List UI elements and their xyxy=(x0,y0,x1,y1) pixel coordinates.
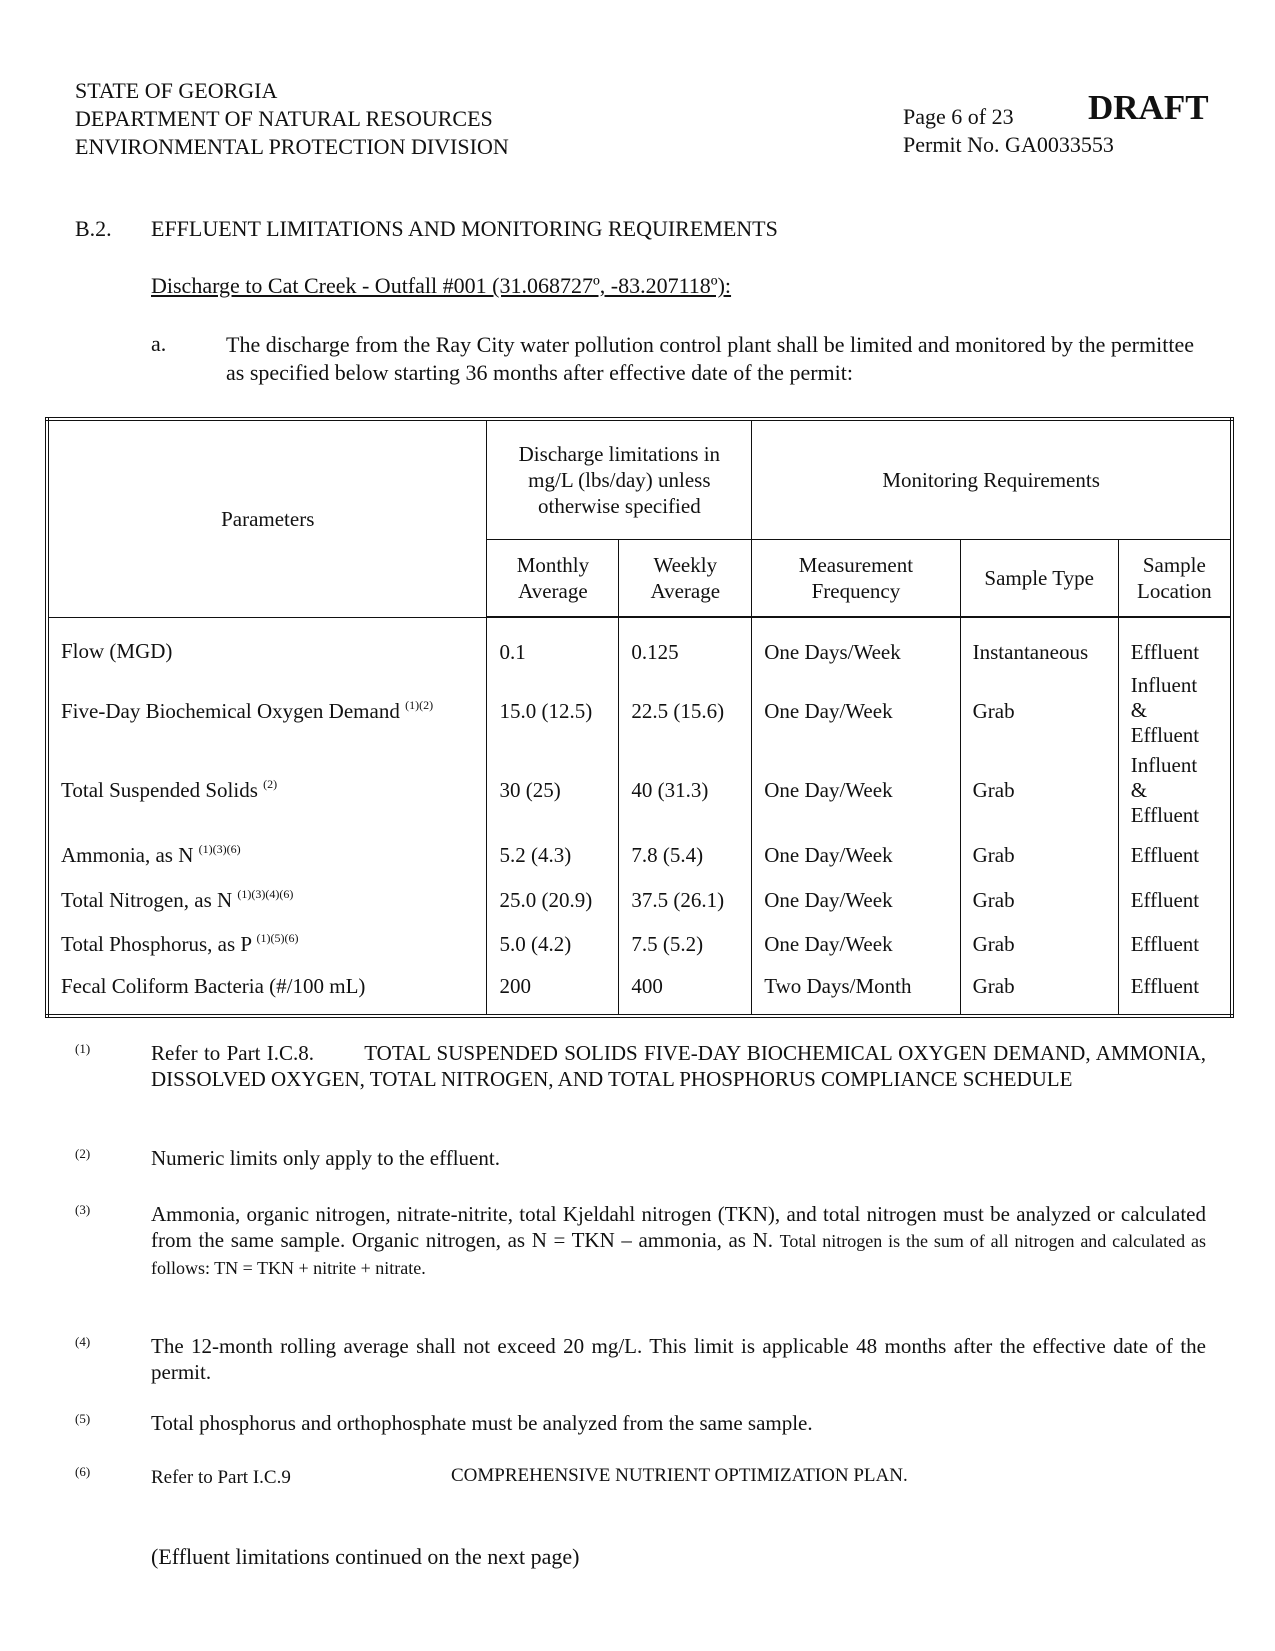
cell-measurement-frequency: One Day/Week xyxy=(752,878,960,922)
page-info xyxy=(903,103,1114,159)
agency-line-division: ENVIRONMENTAL PROTECTION DIVISION xyxy=(75,134,509,159)
footnote-text-main: Ammonia, organic nitrogen, nitrate-nitrite, total Kjeldahl nitrogen (TKN), and total nitrogen must be analyzed or calculated from the same sample. Organic nitrogen, as N = TKN – ammonia, as N. xyxy=(151,1202,1206,1252)
cell-parameter xyxy=(47,922,487,966)
footnote-mark: (3) xyxy=(75,1202,91,1217)
cell-parameter xyxy=(47,878,487,922)
cell-parameter xyxy=(47,966,487,1016)
paragraph-label: a. xyxy=(151,331,167,356)
footnote-text-small: Total nitrogen is the sum of all nitrogen and calculated as follows: TN = TKN + nitrite + nitrate. xyxy=(151,1231,1207,1278)
cell-sample-location: Effluent xyxy=(1118,966,1232,1016)
footnote-reference: (1)(3)(6) xyxy=(198,842,241,856)
cell-weekly-average: 400 xyxy=(619,966,752,1016)
cell-sample-location: Effluent xyxy=(1118,832,1232,878)
page-number: Page 6 of 23 xyxy=(903,104,1014,129)
header-monthly-average: Monthly Average xyxy=(487,539,619,617)
cell-monthly-average: 5.2 (4.3) xyxy=(487,832,619,878)
footnote-text: Numeric limits only apply to the effluent. xyxy=(151,1146,500,1170)
footnote-mark: (5) xyxy=(75,1411,91,1426)
cell-weekly-average: 7.8 (5.4) xyxy=(619,832,752,878)
agency-header xyxy=(75,77,509,161)
permit-number: Permit No. GA0033553 xyxy=(903,132,1114,157)
agency-line-state: STATE OF GEORGIA xyxy=(75,78,278,103)
cell-monthly-average: 25.0 (20.9) xyxy=(487,878,619,922)
table-row xyxy=(47,966,1232,1016)
cell-monthly-average: 5.0 (4.2) xyxy=(487,922,619,966)
footnote-plan-title: COMPREHENSIVE NUTRIENT OPTIMIZATION PLAN. xyxy=(451,1465,908,1486)
cell-parameter xyxy=(47,673,487,748)
cell-measurement-frequency: One Day/Week xyxy=(752,832,960,878)
draft-label: DRAFT xyxy=(1088,88,1209,127)
cell-sample-location: Influent & Effluent xyxy=(1118,748,1232,832)
cell-sample-location: Influent & Effluent xyxy=(1118,673,1232,748)
header-monitoring-requirements: Monitoring Requirements xyxy=(752,419,1232,539)
footnote-mark: (6) xyxy=(75,1464,91,1479)
header-parameters: Parameters xyxy=(47,419,487,617)
cell-monthly-average: 0.1 xyxy=(487,617,619,673)
parameter-name: Total Phosphorus, as P xyxy=(61,932,252,956)
footnote-mark: (1) xyxy=(75,1041,91,1056)
cell-parameter xyxy=(47,617,487,673)
parameter-name: Total Nitrogen, as N xyxy=(61,888,233,912)
cell-measurement-frequency: One Day/Week xyxy=(752,748,960,832)
cell-monthly-average: 200 xyxy=(487,966,619,1016)
footnote-text: Refer to Part I.C.8. TOTAL SUSPENDED SOLIDS FIVE-DAY BIOCHEMICAL OXYGEN DEMAND, AMMONIA, DISSOLVED OXYGEN, TOTAL NITROGEN, AND TOTAL PHOSPHORUS COMPLIANCE SCHEDULE xyxy=(151,1041,1212,1091)
cell-weekly-average: 22.5 (15.6) xyxy=(619,673,752,748)
cell-sample-location: Effluent xyxy=(1118,617,1232,673)
section-number: B.2. xyxy=(75,216,112,241)
cell-sample-type: Grab xyxy=(960,832,1118,878)
footnote-text xyxy=(151,1201,1206,1281)
section-title: EFFLUENT LIMITATIONS AND MONITORING REQUIREMENTS xyxy=(151,216,778,241)
cell-sample-type: Grab xyxy=(960,922,1118,966)
parameter-name: Five-Day Biochemical Oxygen Demand xyxy=(61,698,400,723)
table-row xyxy=(47,748,1232,832)
cell-sample-type: Grab xyxy=(960,878,1118,922)
footnote-text: The 12-month rolling average shall not exceed 20 mg/L. This limit is applicable 48 months after the effective date of the permit. xyxy=(151,1334,1206,1384)
cell-weekly-average: 0.125 xyxy=(619,617,752,673)
discharge-heading: Discharge to Cat Creek - Outfall #001 (31.068727º, -83.207118º): xyxy=(151,273,732,298)
cell-monthly-average: 15.0 (12.5) xyxy=(487,673,619,748)
footnote-reference: Refer to Part I.C.9 xyxy=(151,1467,291,1488)
cell-sample-type: Grab xyxy=(960,966,1118,1016)
footnote-mark: (2) xyxy=(75,1146,91,1161)
cell-weekly-average: 37.5 (26.1) xyxy=(619,878,752,922)
paragraph-text: The discharge from the Ray City water pollution control plant shall be limited and monitored by the permittee as specified below starting 36 months after effective date of the permit: xyxy=(226,332,1194,385)
footnote-mark: (4) xyxy=(75,1334,91,1349)
table-row xyxy=(47,617,1232,673)
parameter-name: Flow (MGD) xyxy=(61,639,173,664)
footnote-text: Total phosphorus and orthophosphate must be analyzed from the same sample. xyxy=(151,1411,813,1435)
cell-sample-type: Grab xyxy=(960,673,1118,748)
cell-measurement-frequency: One Day/Week xyxy=(752,922,960,966)
effluent-limits-table xyxy=(45,417,1234,1018)
table-row xyxy=(47,922,1232,966)
header-sample-type: Sample Type xyxy=(960,539,1118,617)
table-row xyxy=(47,878,1232,922)
cell-weekly-average: 7.5 (5.2) xyxy=(619,922,752,966)
parameter-name: Fecal Coliform Bacteria (#/100 mL) xyxy=(61,974,366,998)
footnote-reference: (1)(3)(4)(6) xyxy=(237,887,294,901)
continued-note: (Effluent limitations continued on the next page) xyxy=(151,1544,580,1569)
table-row xyxy=(47,673,1232,748)
cell-sample-location: Effluent xyxy=(1118,878,1232,922)
footnote-reference: (2) xyxy=(263,777,278,791)
cell-measurement-frequency: Two Days/Month xyxy=(752,966,960,1016)
cell-parameter xyxy=(47,832,487,878)
header-measurement-frequency: Measurement Frequency xyxy=(752,539,960,617)
footnote-reference: (1)(5)(6) xyxy=(256,931,299,945)
footnote-text xyxy=(151,1463,1206,1491)
header-sample-location: Sample Location xyxy=(1118,539,1232,617)
cell-sample-type: Instantaneous xyxy=(960,617,1118,673)
cell-measurement-frequency: One Day/Week xyxy=(752,673,960,748)
agency-line-department: DEPARTMENT OF NATURAL RESOURCES xyxy=(75,106,493,131)
footnote-reference: (1)(2) xyxy=(405,697,434,712)
cell-parameter xyxy=(47,748,487,832)
header-weekly-average: Weekly Average xyxy=(619,539,752,617)
parameter-name: Ammonia, as N xyxy=(61,843,194,867)
header-discharge-limitations: Discharge limitations in mg/L (lbs/day) unless otherwise specified xyxy=(487,419,752,539)
cell-monthly-average: 30 (25) xyxy=(487,748,619,832)
cell-weekly-average: 40 (31.3) xyxy=(619,748,752,832)
cell-measurement-frequency: One Days/Week xyxy=(752,617,960,673)
parameter-name: Total Suspended Solids xyxy=(61,778,258,802)
cell-sample-type: Grab xyxy=(960,748,1118,832)
table-row xyxy=(47,832,1232,878)
table-body xyxy=(47,617,1232,1016)
cell-sample-location: Effluent xyxy=(1118,922,1232,966)
